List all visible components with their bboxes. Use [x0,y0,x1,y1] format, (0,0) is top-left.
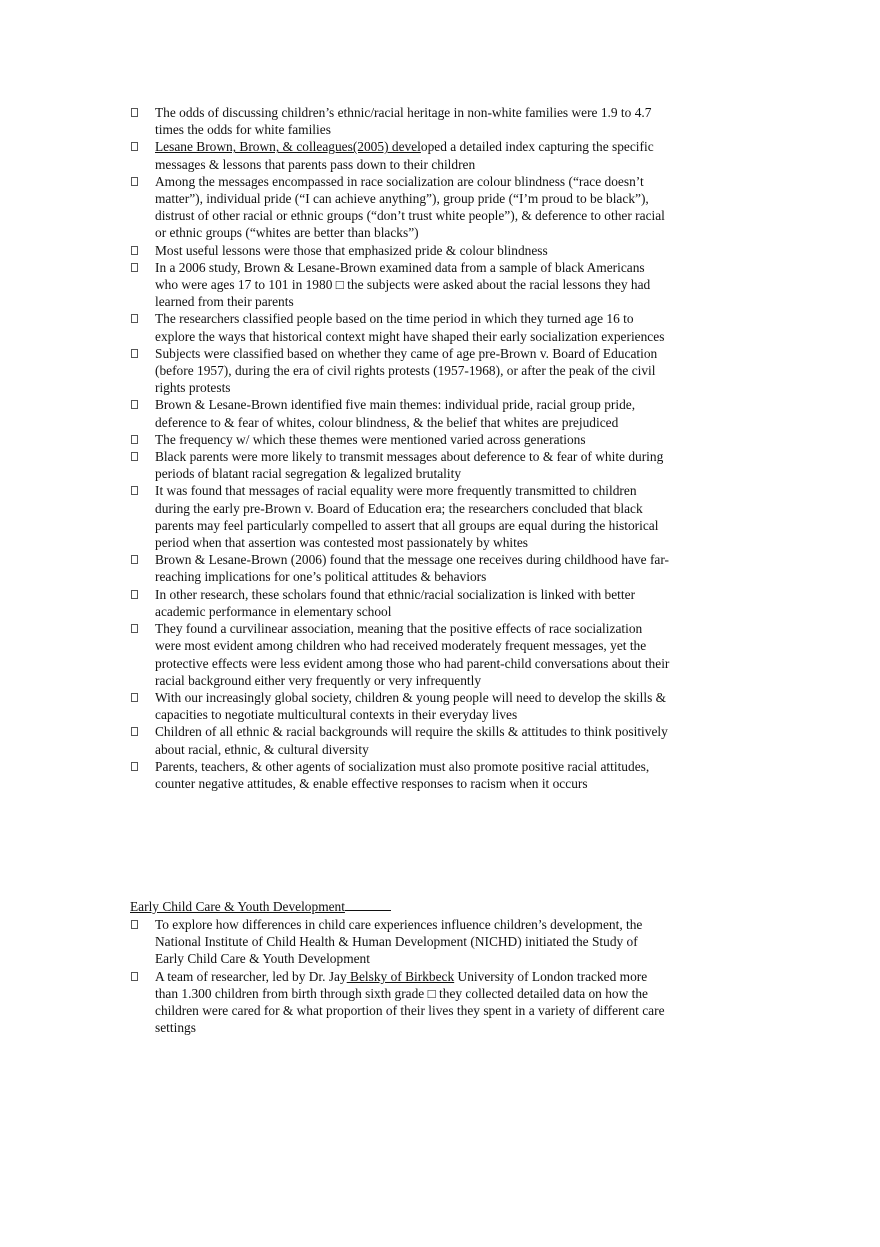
bullet-icon [131,555,138,564]
list-item: In a 2006 study, Brown & Lesane-Brown examined data from a sample of black Americans who were ages 17 to 101 in 1980 □ the subjects were asked about the racial lessons they had learned from their parents [130,259,670,311]
bullet-icon [131,246,138,255]
bullet-icon [131,624,138,633]
underlined-citation: Lesane Brown, Brown, & colleagues(2005) devel [155,139,421,155]
bullet-icon [131,590,138,599]
bullet-icon [131,920,138,929]
list-item: Most useful lessons were those that emphasized pride & colour blindness [130,242,670,259]
bullet-icon [131,314,138,323]
bullet-icon [131,435,138,444]
bullet-icon [131,762,138,771]
list-item: They found a curvilinear association, meaning that the positive effects of race socialization were most evident among children who had received moderately frequent messages, yet the protective effects were less evident among those who had parent-child conversations about their racial background either very frequently or very infrequently [130,620,670,689]
list-item: In other research, these scholars found that ethnic/racial socialization is linked with better academic performance in elementary school [130,586,670,620]
bullet-icon [131,452,138,461]
list-item: Children of all ethnic & racial backgrounds will require the skills & attitudes to think positively about racial, ethnic, & cultural diversity [130,723,670,757]
bullet-icon [131,108,138,117]
list-item: Parents, teachers, & other agents of socialization must also promote positive racial attitudes, counter negative attitudes, & enable effective responses to racism when it occurs [130,758,670,792]
list-item: The frequency w/ which these themes were mentioned varied across generations [130,431,670,448]
bullet-icon [131,142,138,151]
bullet-icon [131,400,138,409]
list-item: Subjects were classified based on whether they came of age pre-Brown v. Board of Education (before 1957), during the era of civil rights protests (1957-1968), or after the peak of the civil rights protests [130,345,670,397]
section-heading: Early Child Care & Youth Development [130,898,391,915]
list-item: The odds of discussing children’s ethnic/racial heritage in non-white families were 1.9 to 4.7 times the odds for white families [130,104,670,138]
bullet-icon [131,486,138,495]
list-item: It was found that messages of racial equality were more frequently transmitted to children during the early pre-Brown v. Board of Education era; the researchers concluded that black parents may feel particularly compelled to assert that all groups are equal during the historical period when that assertion was contested most passionately by whites [130,482,670,551]
bullet-icon [131,349,138,358]
bullet-icon [131,972,138,981]
list-item: Lesane Brown, Brown, & colleagues(2005) developed a detailed index capturing the specific messages & lessons that parents pass down to their children [130,138,670,172]
notes-list-2 [130,916,670,1036]
bullet-icon [131,693,138,702]
list-item: Among the messages encompassed in race socialization are colour blindness (“race doesn’t matter”), individual pride (“I can achieve anything”), group pride (“I’m proud to be black”), distrust of other racial or ethnic groups (“don’t trust white people”), & deference to other racial or ethnic groups (“whites are better than blacks”) [130,173,670,242]
bullet-icon [131,263,138,272]
list-item: A team of researcher, led by Dr. Jay Belsky of Birkbeck University of London tracked more than 1.300 children from birth through sixth grade □ they collected detailed data on how the children were cared for & what proportion of their lives they spent in a variety of different care settings [130,968,670,1037]
underlined-name: Belsky of Birkbeck [346,968,455,984]
list-item: Brown & Lesane-Brown identified five main themes: individual pride, racial group pride, deference to & fear of whites, colour blindness, & the belief that whites are prejudiced [130,396,670,430]
heading-underline-tail [345,898,391,911]
bullet-icon [131,727,138,736]
list-item: To explore how differences in child care experiences influence children’s development, the National Institute of Child Health & Human Development (NICHD) initiated the Study of Early Child Care & Youth Development [130,916,670,968]
list-item: Brown & Lesane-Brown (2006) found that the message one receives during childhood have far-reaching implications for one’s political attitudes & behaviors [130,551,670,585]
list-item: Black parents were more likely to transmit messages about deference to & fear of white during periods of blatant racial segregation & legalized brutality [130,448,670,482]
list-item: The researchers classified people based on the time period in which they turned age 16 to explore the ways that historical context might have shaped their early socialization experiences [130,310,670,344]
notes-list [130,104,670,792]
bullet-icon [131,177,138,186]
list-item: With our increasingly global society, children & young people will need to develop the skills & capacities to negotiate multicultural contexts in their everyday lives [130,689,670,723]
